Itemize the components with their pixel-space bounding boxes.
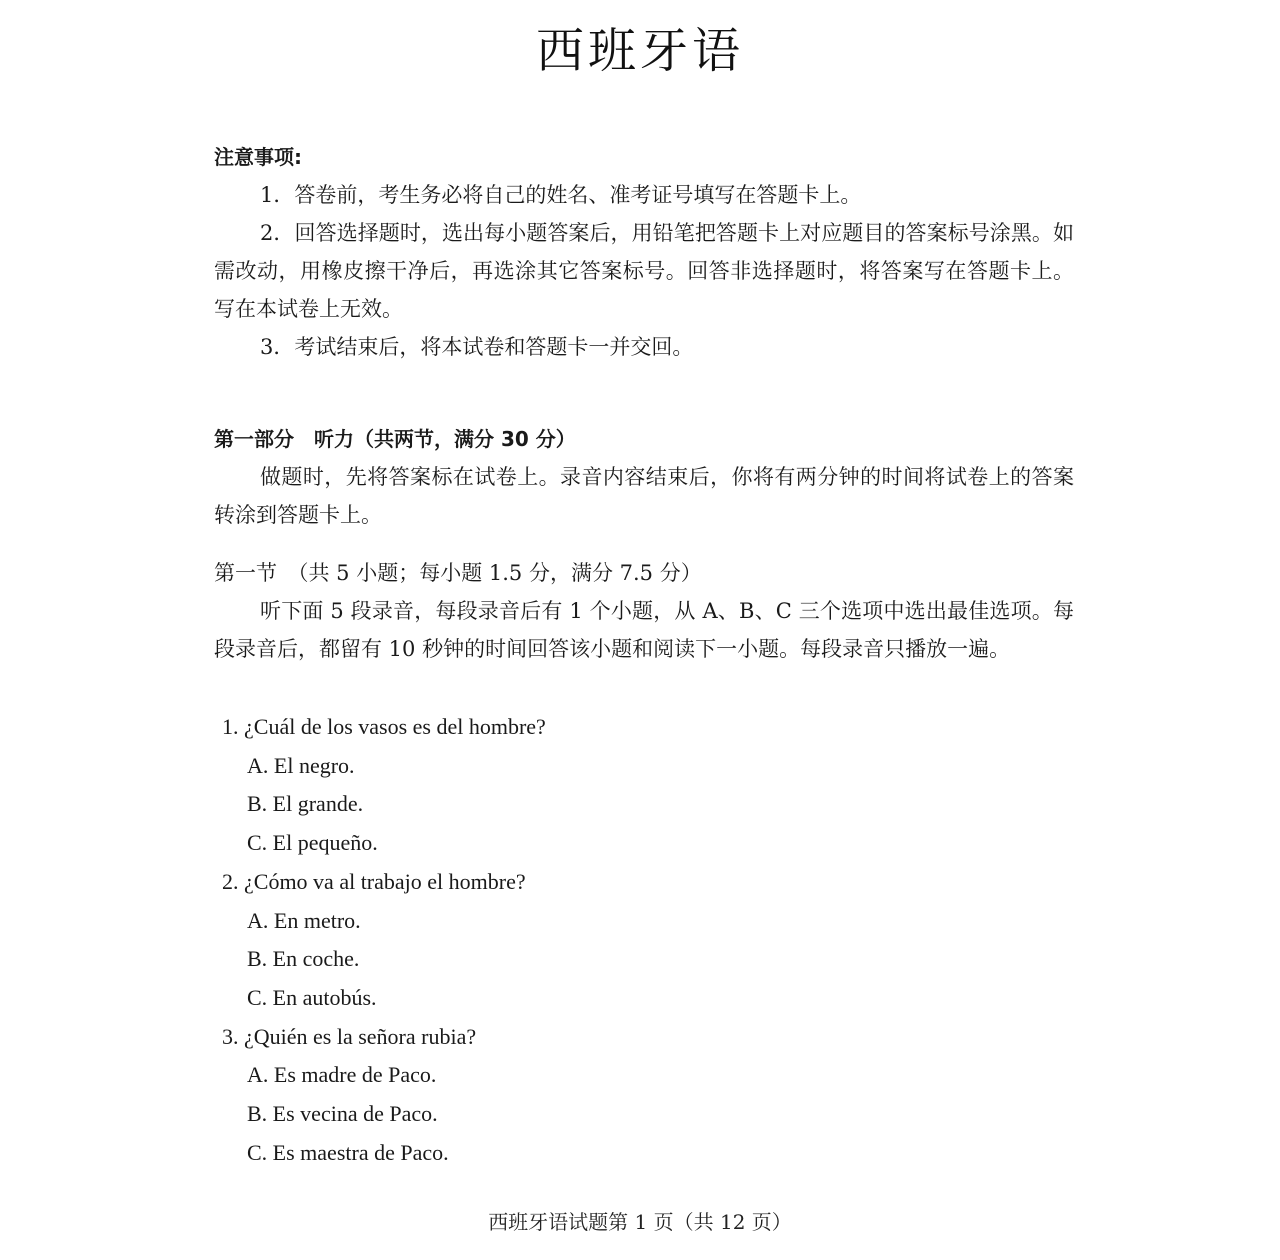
question-2-option-a: A. En metro. bbox=[247, 907, 361, 933]
question-1-option-a: A. El negro. bbox=[247, 752, 355, 778]
question-2-stem: 2. ¿Cómo va al trabajo el hombre? bbox=[222, 868, 526, 894]
notice-section bbox=[214, 138, 1074, 366]
notice-item-1: 1．答卷前，考生务必将自己的姓名、准考证号填写在答题卡上。 bbox=[260, 183, 862, 207]
notice-heading: 注意事项: bbox=[214, 145, 302, 169]
question-3-option-c: C. Es maestra de Paco. bbox=[247, 1139, 449, 1165]
question-1-stem: 1. ¿Cuál de los vasos es del hombre? bbox=[222, 714, 546, 739]
question-2-option-c: C. En autobús. bbox=[247, 984, 377, 1010]
page-footer: 西班牙语试题第 1 页（共 12 页） bbox=[488, 1210, 792, 1234]
question-2-option-b: B. En coche. bbox=[247, 946, 360, 972]
part1-section bbox=[214, 420, 1074, 534]
section1-instructions: 听下面 5 段录音，每段录音后有 1 个小题，从 A、B、C 三个选项中选出最佳选项。每段录音后，都留有 10 秒钟的时间回答该小题和阅读下一小题。每段录音只播放一遍。 bbox=[214, 599, 1074, 661]
section1 bbox=[214, 554, 1074, 668]
question-3-option-a: A. Es madre de Paco. bbox=[247, 1062, 437, 1088]
question-list bbox=[222, 708, 546, 1172]
notice-item-3: 3．考试结束后，将本试卷和答题卡一并交回。 bbox=[260, 335, 694, 359]
question-3-stem: 3. ¿Quién es la señora rubia? bbox=[222, 1023, 477, 1049]
section1-heading: 第一节 （共 5 小题；每小题 1.5 分，满分 7.5 分） bbox=[214, 561, 702, 585]
part1-intro: 做题时，先将答案标在试卷上。录音内容结束后，你将有两分钟的时间将试卷上的答案转涂到答题卡上。 bbox=[214, 465, 1074, 527]
part1-heading: 第一部分 听力（共两节，满分 30 分） bbox=[214, 427, 576, 451]
question-1-option-b: B. El grande. bbox=[247, 791, 364, 817]
notice-item-2: 2．回答选择题时，选出每小题答案后，用铅笔把答题卡上对应题目的答案标号涂黑。如需改动，用橡皮擦干净后，再选涂其它答案标号。回答非选择题时，将答案写在答题卡上。写在本试卷上无效。 bbox=[214, 221, 1074, 321]
question-1-option-c: C. El pequeño. bbox=[247, 830, 378, 856]
page-title: 西班牙语 bbox=[535, 23, 744, 79]
question-3-option-b: B. Es vecina de Paco. bbox=[247, 1101, 438, 1127]
